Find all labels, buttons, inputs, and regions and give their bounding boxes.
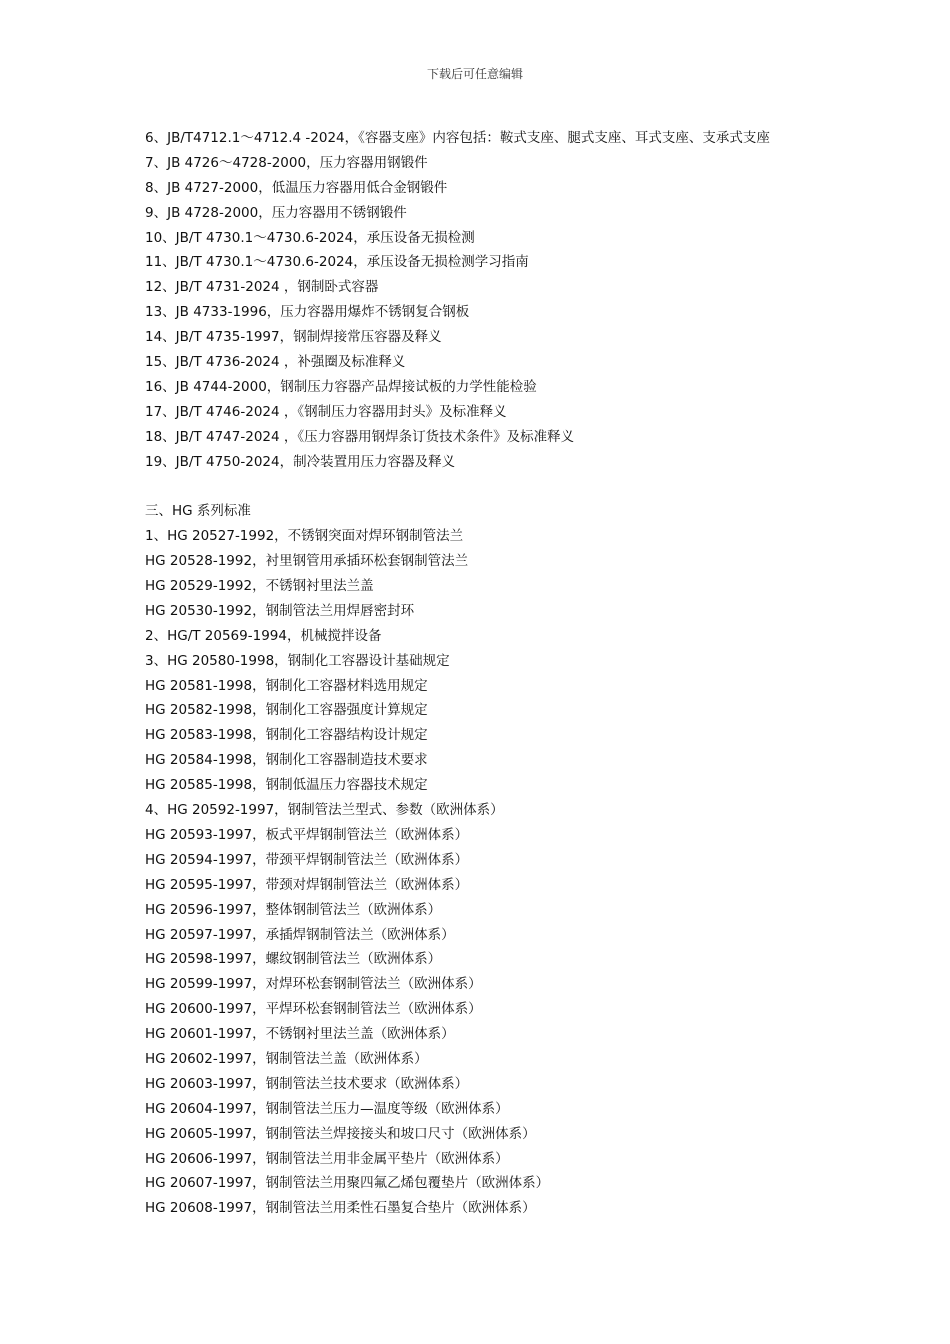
list-item: 19、JB/T 4750-2024，制冷装置用压力容器及释义	[145, 453, 456, 470]
list-item: HG 20607-1997，钢制管法兰用聚四氟乙烯包覆垫片（欧洲体系）	[145, 1175, 550, 1192]
list-item: 16、JB 4744-2000，钢制压力容器产品焊接试板的力学性能检验	[145, 378, 537, 395]
list-item: 7、JB 4726～4728-2000，压力容器用钢锻件	[145, 154, 428, 171]
hg-standards-section	[145, 499, 845, 1221]
list-item: HG 20608-1997，钢制管法兰用柔性石墨复合垫片（欧洲体系）	[145, 1200, 536, 1217]
document-body	[145, 126, 845, 1221]
list-item: HG 20583-1998，钢制化工容器结构设计规定	[145, 727, 428, 744]
list-item: 1、HG 20527-1992，不锈钢突面对焊环钢制管法兰	[145, 528, 464, 545]
list-item: 14、JB/T 4735-1997，钢制焊接常压容器及释义	[145, 329, 442, 346]
list-item: 11、JB/T 4730.1～4730.6-2024，承压设备无损检测学习指南	[145, 254, 529, 271]
list-item: 10、JB/T 4730.1～4730.6-2024，承压设备无损检测	[145, 229, 475, 246]
list-item: HG 20601-1997，不锈钢衬里法兰盖（欧洲体系）	[145, 1026, 455, 1043]
list-item: HG 20530-1992，钢制管法兰用焊唇密封环	[145, 602, 415, 619]
list-item: HG 20599-1997，对焊环松套钢制管法兰（欧洲体系）	[145, 976, 482, 993]
list-item: HG 20581-1998，钢制化工容器材料选用规定	[145, 677, 428, 694]
list-item: 6、JB/T4712.1～4712.4 -2024，《容器支座》内容包括：鞍式支座、腿式支座、耳式支座、支承式支座	[145, 130, 770, 146]
list-item: HG 20585-1998，钢制低温压力容器技术规定	[145, 777, 428, 794]
list-item: HG 20600-1997，平焊环松套钢制管法兰（欧洲体系）	[145, 1001, 482, 1018]
list-item: 4、HG 20592-1997，钢制管法兰型式、参数（欧洲体系）	[145, 802, 504, 819]
list-item: 12、JB/T 4731-2024 ，钢制卧式容器	[145, 279, 379, 296]
list-item: HG 20584-1998，钢制化工容器制造技术要求	[145, 752, 428, 769]
list-item: 9、JB 4728-2000，压力容器用不锈钢锻件	[145, 204, 407, 221]
list-item: HG 20595-1997，带颈对焊钢制管法兰（欧洲体系）	[145, 876, 469, 893]
list-item: 2、HG/T 20569-1994，机械搅拌设备	[145, 627, 382, 644]
list-item: HG 20605-1997，钢制管法兰焊接接头和坡口尺寸（欧洲体系）	[145, 1125, 536, 1142]
list-item: HG 20593-1997，板式平焊钢制管法兰（欧洲体系）	[145, 826, 469, 843]
list-item: HG 20582-1998，钢制化工容器强度计算规定	[145, 702, 428, 719]
list-item: HG 20604-1997，钢制管法兰压力—温度等级（欧洲体系）	[145, 1100, 509, 1117]
list-item: HG 20602-1997，钢制管法兰盖（欧洲体系）	[145, 1050, 428, 1067]
jb-standards-list	[145, 126, 845, 474]
list-item: HG 20606-1997，钢制管法兰用非金属平垫片（欧洲体系）	[145, 1150, 509, 1167]
list-item: 3、HG 20580-1998，钢制化工容器设计基础规定	[145, 652, 450, 669]
list-item: 18、JB/T 4747-2024 ，《压力容器用钢焊条订货技术条件》及标准释义	[145, 428, 575, 445]
section-spacer	[145, 474, 845, 499]
list-item: HG 20529-1992，不锈钢衬里法兰盖	[145, 578, 374, 595]
list-item: HG 20528-1992，衬里钢管用承插环松套钢制管法兰	[145, 553, 469, 570]
list-item: HG 20594-1997，带颈平焊钢制管法兰（欧洲体系）	[145, 851, 469, 868]
list-item: 17、JB/T 4746-2024 ，《钢制压力容器用封头》及标准释义	[145, 403, 507, 420]
list-item: 13、JB 4733-1996，压力容器用爆炸不锈钢复合钢板	[145, 304, 470, 321]
list-item: HG 20596-1997，整体钢制管法兰（欧洲体系）	[145, 901, 442, 918]
list-item: 8、JB 4727-2000，低温压力容器用低合金钢锻件	[145, 179, 448, 196]
list-item: HG 20598-1997，螺纹钢制管法兰（欧洲体系）	[145, 951, 442, 968]
section-title: 三、HG 系列标准	[145, 503, 251, 520]
list-item: HG 20603-1997，钢制管法兰技术要求（欧洲体系）	[145, 1075, 469, 1092]
list-item: HG 20597-1997，承插焊钢制管法兰（欧洲体系）	[145, 926, 455, 943]
list-item: 15、JB/T 4736-2024 ，补强圈及标准释义	[145, 354, 406, 371]
page-header: 下载后可任意编辑	[426, 67, 523, 81]
